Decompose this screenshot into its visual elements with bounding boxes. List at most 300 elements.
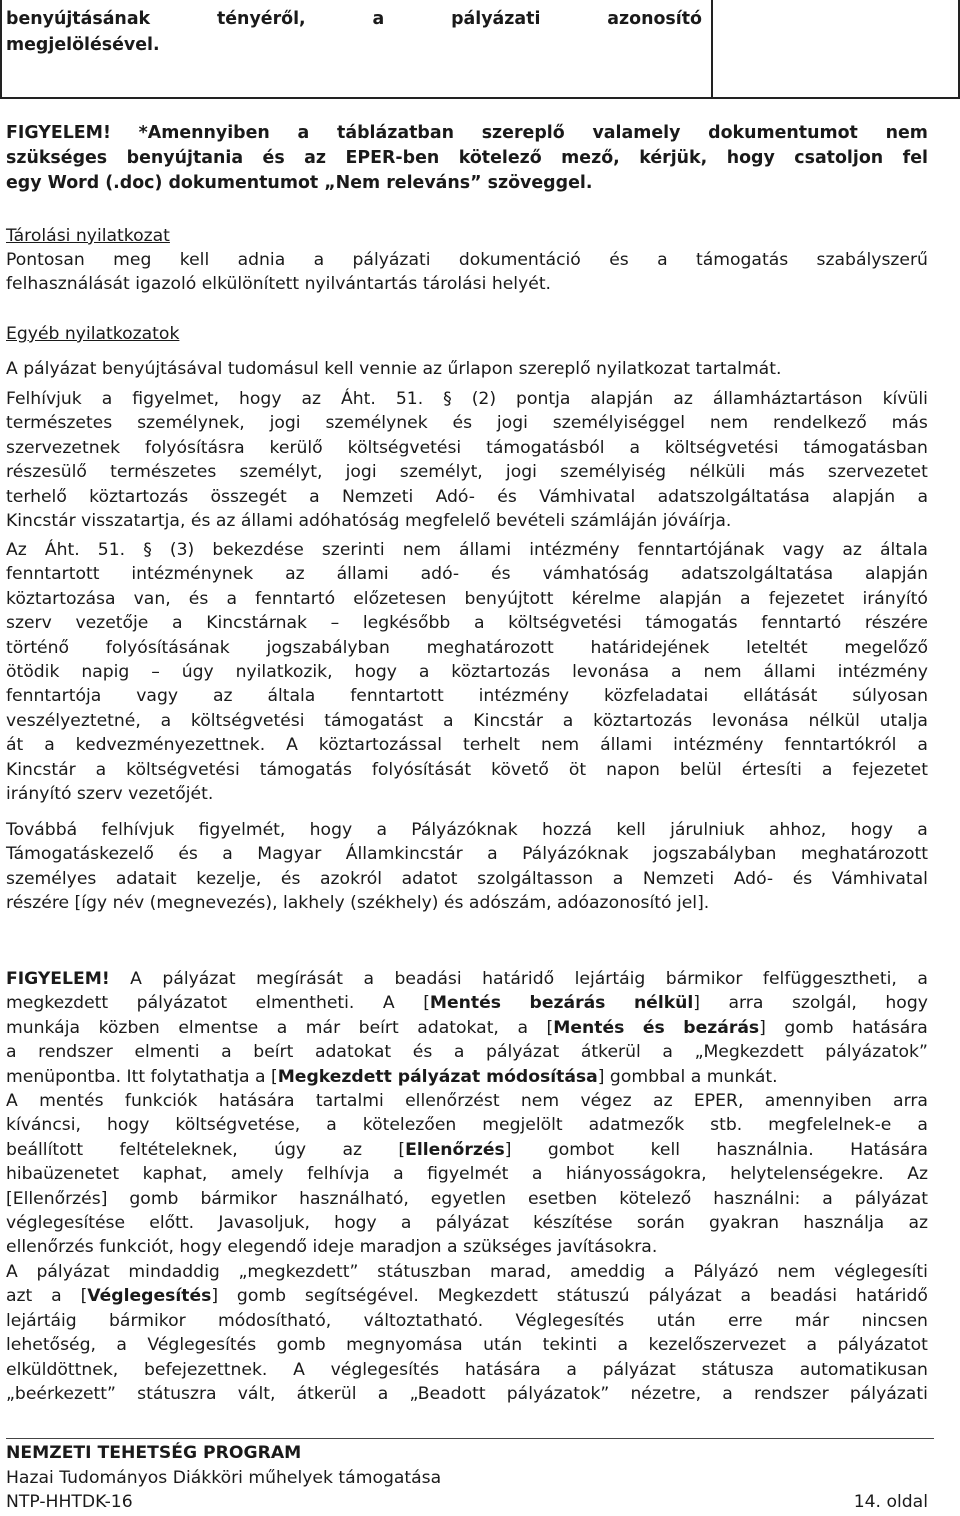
word: (3): [169, 540, 195, 560]
word: gomb: [236, 1286, 287, 1307]
word: felhívja: [307, 1164, 370, 1185]
word: a: [309, 486, 320, 507]
word: támogatás: [259, 759, 352, 780]
text-run: ] gombbal a munkát.: [597, 1066, 778, 1087]
word: kötelező: [619, 1188, 692, 1209]
word: a: [313, 250, 325, 270]
word: –: [151, 662, 160, 683]
word: és: [188, 588, 209, 609]
word: szervezetnek: [6, 437, 121, 458]
word: felhívjuk: [101, 820, 175, 840]
word: természetes: [110, 462, 217, 483]
word: hogy: [726, 148, 775, 168]
text-line: [6, 867, 928, 891]
word: figyelmét: [427, 1164, 509, 1185]
word: lehetőség,: [6, 1335, 96, 1356]
word: státuszú: [556, 1286, 630, 1307]
section-heading-storage: Tárolási nyilatkozat: [6, 226, 170, 246]
word: a: [473, 613, 485, 634]
word: intézmény: [837, 662, 928, 683]
word: már: [305, 1017, 341, 1038]
word: kedvezményezettnek.: [75, 735, 266, 756]
word: a: [722, 1383, 733, 1404]
word: benyújtania: [126, 148, 244, 168]
word: a: [740, 588, 751, 609]
word: a: [400, 1213, 412, 1234]
section-heading-other: Egyéb nyilatkozatok: [6, 324, 180, 344]
word: [81, 1284, 219, 1308]
word: [547, 1016, 625, 1040]
word: Felhívjuk: [6, 389, 82, 409]
word: támogatásból: [486, 437, 605, 458]
word: Ellenőrzés: [405, 1139, 505, 1160]
word: segítségével.: [304, 1286, 419, 1307]
word: köztartozás: [89, 486, 189, 507]
word: a: [222, 844, 233, 865]
word: kaphat,: [142, 1164, 208, 1185]
word: pályázatot: [136, 993, 228, 1014]
word: (2): [471, 389, 497, 409]
word: jogi: [345, 462, 377, 483]
word: pályázati: [352, 250, 431, 270]
word: az: [285, 564, 305, 585]
word: a: [566, 1359, 577, 1380]
word: arra: [728, 993, 764, 1014]
word: hatására: [464, 1359, 541, 1380]
word: költségvetési: [347, 437, 462, 458]
word: Támogatáskezelő: [6, 844, 154, 865]
text-line: [6, 758, 928, 782]
word: meg: [113, 250, 152, 270]
word: után: [483, 1335, 523, 1356]
word: végez: [580, 1091, 632, 1112]
text-line: [6, 660, 928, 684]
word: befejezettnek.: [143, 1359, 268, 1380]
word: és: [262, 148, 285, 168]
word: köztartozás: [451, 662, 551, 683]
word: úgy: [181, 662, 214, 683]
word: ]: [211, 1286, 219, 1307]
word: kell: [650, 1139, 681, 1160]
text-line: ellenőrzés funkciót, hogy elegendő ideje maradjon a szükséges javításokra.: [6, 1237, 658, 1258]
word: Véglegesítés: [147, 1335, 257, 1356]
word: A: [6, 1091, 18, 1112]
word: nem: [540, 735, 580, 756]
word: gomb: [276, 1335, 326, 1356]
text-line: [6, 1089, 928, 1113]
word: a: [487, 844, 498, 865]
word: hogy: [106, 1115, 150, 1136]
word: az: [673, 389, 693, 409]
word: szükséges: [6, 148, 108, 168]
word: pályázatot: [837, 1335, 928, 1356]
word: Adó-: [435, 486, 475, 507]
word: „megkezdett”: [238, 1261, 359, 1282]
word: személyt,: [399, 462, 483, 483]
word: nem: [709, 413, 749, 434]
text-line: irányító szerv vezetőjét.: [6, 784, 214, 805]
word: nem: [402, 540, 441, 560]
table-cell-line: megjelölésével.: [6, 35, 160, 55]
word: EPER,: [693, 1091, 744, 1112]
notice-paragraph: [6, 387, 928, 533]
word: [: [398, 1139, 406, 1160]
word: adó-: [420, 564, 460, 585]
word: összegét: [210, 486, 287, 507]
word: figyelmet,: [132, 389, 220, 409]
word: pályázat: [435, 1213, 509, 1234]
word: bármikor: [109, 1310, 186, 1331]
word: [634, 991, 700, 1015]
word: esetben: [527, 1188, 598, 1209]
word: személyes: [6, 868, 97, 889]
word: a: [671, 662, 682, 683]
word: vált,: [237, 1383, 276, 1404]
word: köztartozás: [593, 710, 693, 731]
word: amennyiben: [764, 1091, 872, 1112]
word: azonosító: [607, 9, 702, 29]
word: költségvetési: [508, 613, 622, 634]
word: közfeladatai: [603, 686, 709, 707]
word: más: [891, 413, 928, 434]
word: A: [286, 735, 298, 756]
word: megírását: [256, 969, 343, 989]
word: pontja: [516, 389, 571, 409]
word: bezárás: [529, 993, 606, 1014]
word: a: [363, 969, 374, 989]
word: pályázat: [162, 969, 236, 989]
word: irányító: [862, 588, 928, 609]
text-line: [6, 1358, 928, 1382]
word: dokumentumot: [708, 123, 858, 143]
word: napon: [606, 759, 660, 780]
word: nem: [703, 662, 742, 683]
word: tényéről,: [216, 9, 306, 29]
word: szolgál,: [791, 993, 857, 1014]
word: vezetője: [75, 613, 149, 634]
word: folyósításának: [105, 637, 230, 658]
word: más: [768, 462, 805, 483]
word: a: [95, 759, 107, 780]
word: és: [178, 844, 198, 865]
word: hogy: [885, 993, 928, 1014]
word: és: [491, 564, 511, 585]
word: kezelje,: [196, 868, 262, 889]
text-line: [6, 611, 928, 635]
word: a: [221, 1042, 232, 1063]
word: használható,: [299, 1188, 409, 1209]
word: személyt,: [239, 462, 323, 483]
word: a: [822, 1188, 833, 1209]
word: adatokat: [314, 1042, 392, 1063]
text-line: [6, 411, 928, 435]
word: mentés: [39, 1091, 104, 1112]
word: a: [664, 1261, 675, 1282]
word: 51.: [97, 540, 126, 560]
word: Áht.: [341, 389, 376, 409]
word: Az: [907, 1164, 928, 1185]
word: van,: [133, 588, 171, 609]
word: a: [376, 820, 387, 840]
word: és: [609, 250, 629, 270]
word: lejártáig: [6, 1310, 77, 1331]
word: szolgáltasson: [477, 868, 594, 889]
word: Pályázóknak: [522, 844, 629, 865]
page-footer: [6, 1440, 928, 1515]
word: a: [917, 820, 928, 840]
word: köztartozása: [6, 588, 116, 609]
word: és: [497, 486, 517, 507]
word: államháztartáson: [712, 389, 863, 409]
word: természetes: [6, 413, 113, 434]
word: ]: [504, 1139, 512, 1160]
word: a: [377, 1383, 389, 1404]
word: a: [442, 710, 454, 731]
word: vámhatóság: [542, 564, 649, 585]
word: Véglegesítés: [515, 1310, 625, 1331]
word: személynek,: [137, 413, 245, 434]
word: alapján: [590, 389, 654, 409]
table-border-left: [0, 0, 2, 98]
word: folyósításra: [145, 437, 245, 458]
word: jogi: [496, 413, 528, 434]
word: a: [6, 1042, 17, 1063]
word: „Beadott: [409, 1383, 486, 1404]
word: kötelező: [458, 148, 542, 168]
word: A: [130, 969, 142, 989]
page-number: 14. oldal: [853, 1492, 928, 1513]
text-line: [6, 1333, 928, 1357]
word: kerülő: [269, 437, 323, 458]
word: megfelelnek-e: [768, 1115, 892, 1136]
word: alapján: [865, 564, 928, 585]
word: a: [172, 613, 183, 634]
word: [Ellenőrzés]: [6, 1188, 108, 1209]
table-border-bottom: [0, 97, 960, 99]
word: a: [297, 123, 310, 143]
word: azokról: [320, 868, 383, 889]
word: pályázat: [602, 1359, 676, 1380]
word: gombot: [547, 1139, 615, 1160]
word: a: [418, 662, 430, 683]
word: jogi: [505, 462, 537, 483]
word: nincsen: [861, 1310, 928, 1331]
word: támogatás: [695, 250, 789, 270]
word: követő: [491, 759, 549, 780]
word: erre: [727, 1310, 763, 1331]
word: történő: [6, 637, 70, 658]
text-line: [6, 1138, 928, 1162]
word: határidejének: [590, 637, 710, 658]
word: terhelő: [6, 486, 67, 507]
word: a: [116, 1335, 127, 1356]
word: és: [452, 413, 473, 434]
word: §: [443, 389, 452, 409]
word: kell: [179, 250, 210, 270]
word: szerv: [6, 613, 52, 634]
word: a: [393, 1164, 404, 1185]
footer-subtitle: Hazai Tudományos Diákköri műhelyek támogatása: [6, 1468, 442, 1488]
word: ameddig: [570, 1261, 646, 1282]
word: járulniuk: [670, 820, 745, 840]
word: Adó-: [733, 868, 774, 889]
warning-save-paragraph: [6, 967, 928, 1406]
word: azt: [6, 1286, 33, 1307]
word: [405, 1140, 511, 1160]
word: meghatározott: [426, 637, 554, 658]
word: A: [382, 993, 395, 1014]
word: és: [792, 868, 813, 889]
word: a: [740, 1286, 751, 1307]
further-paragraph: [6, 818, 928, 916]
word: nézetre,: [630, 1383, 702, 1404]
word: állami: [600, 735, 653, 756]
footer-code: NTP-HHTDK-16: [6, 1492, 133, 1513]
word: „beérkezett”: [6, 1383, 116, 1404]
word: szerinti: [321, 540, 385, 560]
word: öt: [568, 759, 587, 780]
word: dokumentáció: [458, 250, 581, 270]
word: során: [636, 1213, 685, 1234]
word: nélküli: [689, 462, 746, 483]
word: benyújtott: [464, 588, 554, 609]
word: hatására: [218, 1091, 295, 1112]
word: nem: [885, 123, 928, 143]
word: pályázati: [451, 9, 541, 29]
text-line: egy Word (.doc) dokumentumot „Nem releváns” szöveggel.: [6, 173, 593, 193]
word: Kincstár: [6, 759, 76, 780]
word: gyakran: [709, 1213, 780, 1234]
word: Az: [6, 540, 27, 560]
word: hibaüzenetet: [6, 1164, 120, 1185]
word: tekinti: [542, 1335, 598, 1356]
word: a: [226, 588, 237, 609]
word: Hatására: [850, 1139, 928, 1160]
word: hogy: [850, 820, 894, 840]
word: a: [276, 1017, 288, 1038]
word: intézmény: [673, 735, 764, 756]
aht-paragraph: [6, 538, 928, 806]
word: a: [821, 759, 833, 780]
word: felfüggesztheti,: [762, 969, 897, 989]
word: elmentheti.: [255, 993, 355, 1014]
footer-divider: [6, 1438, 934, 1439]
text-line: felhasználását igazoló elkülönített nyilvántartás tárolási helyét.: [6, 274, 552, 295]
word: személyiség: [560, 462, 667, 483]
text-line: [6, 991, 928, 1015]
word: állami: [459, 540, 512, 560]
text-line: [6, 1113, 928, 1137]
word: hiányosságokra,: [565, 1164, 707, 1185]
word: fenntartója: [6, 686, 102, 707]
footer-program-title: NEMZETI TEHETSÉG PROGRAM: [6, 1443, 302, 1463]
text-line: [6, 460, 928, 484]
word: személyiséggel: [552, 413, 686, 434]
word: „Megkezdett: [694, 1042, 804, 1063]
word: gomb: [129, 1188, 179, 1209]
text-line: [6, 1211, 928, 1235]
word: Mentés: [553, 1017, 625, 1038]
word: A: [6, 1261, 18, 1282]
word: lejártáig: [574, 969, 646, 989]
text-line: [6, 1162, 928, 1186]
word: rendszer: [38, 1042, 113, 1063]
text-line: [6, 1382, 928, 1406]
word: mező,: [561, 148, 620, 168]
word: utalja: [879, 710, 928, 731]
word: költségvetési: [190, 710, 305, 731]
text-line: [6, 436, 928, 460]
word: bezárás: [683, 1017, 760, 1038]
word: adnia: [237, 250, 286, 270]
word: átkerül: [296, 1383, 357, 1404]
word: súlyosan: [852, 686, 928, 707]
word: ellenőrzést: [405, 1091, 500, 1112]
word: használja: [803, 1213, 885, 1234]
word: feltételeknek,: [119, 1139, 238, 1160]
word: és: [412, 1042, 433, 1063]
word: elmenti: [134, 1042, 200, 1063]
text-line: [6, 733, 928, 757]
word: és: [280, 868, 301, 889]
word: terhelt: [462, 735, 521, 756]
text-line: [6, 248, 928, 272]
word: adatszolgáltatása: [680, 564, 834, 585]
word: benyújtásának: [6, 9, 151, 29]
text-line: [6, 587, 928, 611]
storage-paragraph: [6, 248, 928, 297]
text-line: [6, 538, 928, 562]
word: használnia.: [716, 1139, 814, 1160]
word: folyósítását: [371, 759, 472, 780]
word: értesíti: [741, 759, 802, 780]
word: Magyar: [257, 844, 322, 865]
word: költségvetése,: [175, 1115, 301, 1136]
word: bekezdése: [212, 540, 304, 560]
word: helytelenségekre.: [730, 1164, 884, 1185]
word: elküldöttnek,: [6, 1359, 119, 1380]
word: előtt.: [149, 1213, 195, 1234]
word: támogatás: [645, 613, 738, 634]
word: adatokat,: [417, 1017, 499, 1038]
word: hozzá: [542, 820, 593, 840]
word: részére: [864, 613, 928, 634]
word: hogy: [334, 1213, 377, 1234]
word: a: [160, 710, 172, 731]
word: a: [917, 486, 928, 507]
word: jogi: [269, 413, 301, 434]
word: §: [143, 540, 152, 560]
word: általa: [267, 686, 316, 707]
word: státuszra: [137, 1383, 217, 1404]
word: a: [612, 868, 624, 889]
word: fenntartott: [350, 686, 444, 707]
word: kívüli: [882, 389, 928, 409]
word: adatot: [401, 868, 458, 889]
word: fenntartott: [6, 564, 100, 585]
text-line: [6, 709, 928, 733]
word: levonása: [711, 710, 789, 731]
word: rendelkező: [772, 413, 867, 434]
word: [: [546, 1017, 554, 1038]
word: hatására: [852, 1017, 928, 1038]
word: Pályázó: [693, 1261, 759, 1282]
word: szervezetet: [827, 462, 928, 483]
word: szereplő: [481, 123, 565, 143]
word: Pontosan: [6, 250, 85, 270]
word: leteltét: [746, 637, 808, 658]
text-line: [6, 485, 928, 509]
